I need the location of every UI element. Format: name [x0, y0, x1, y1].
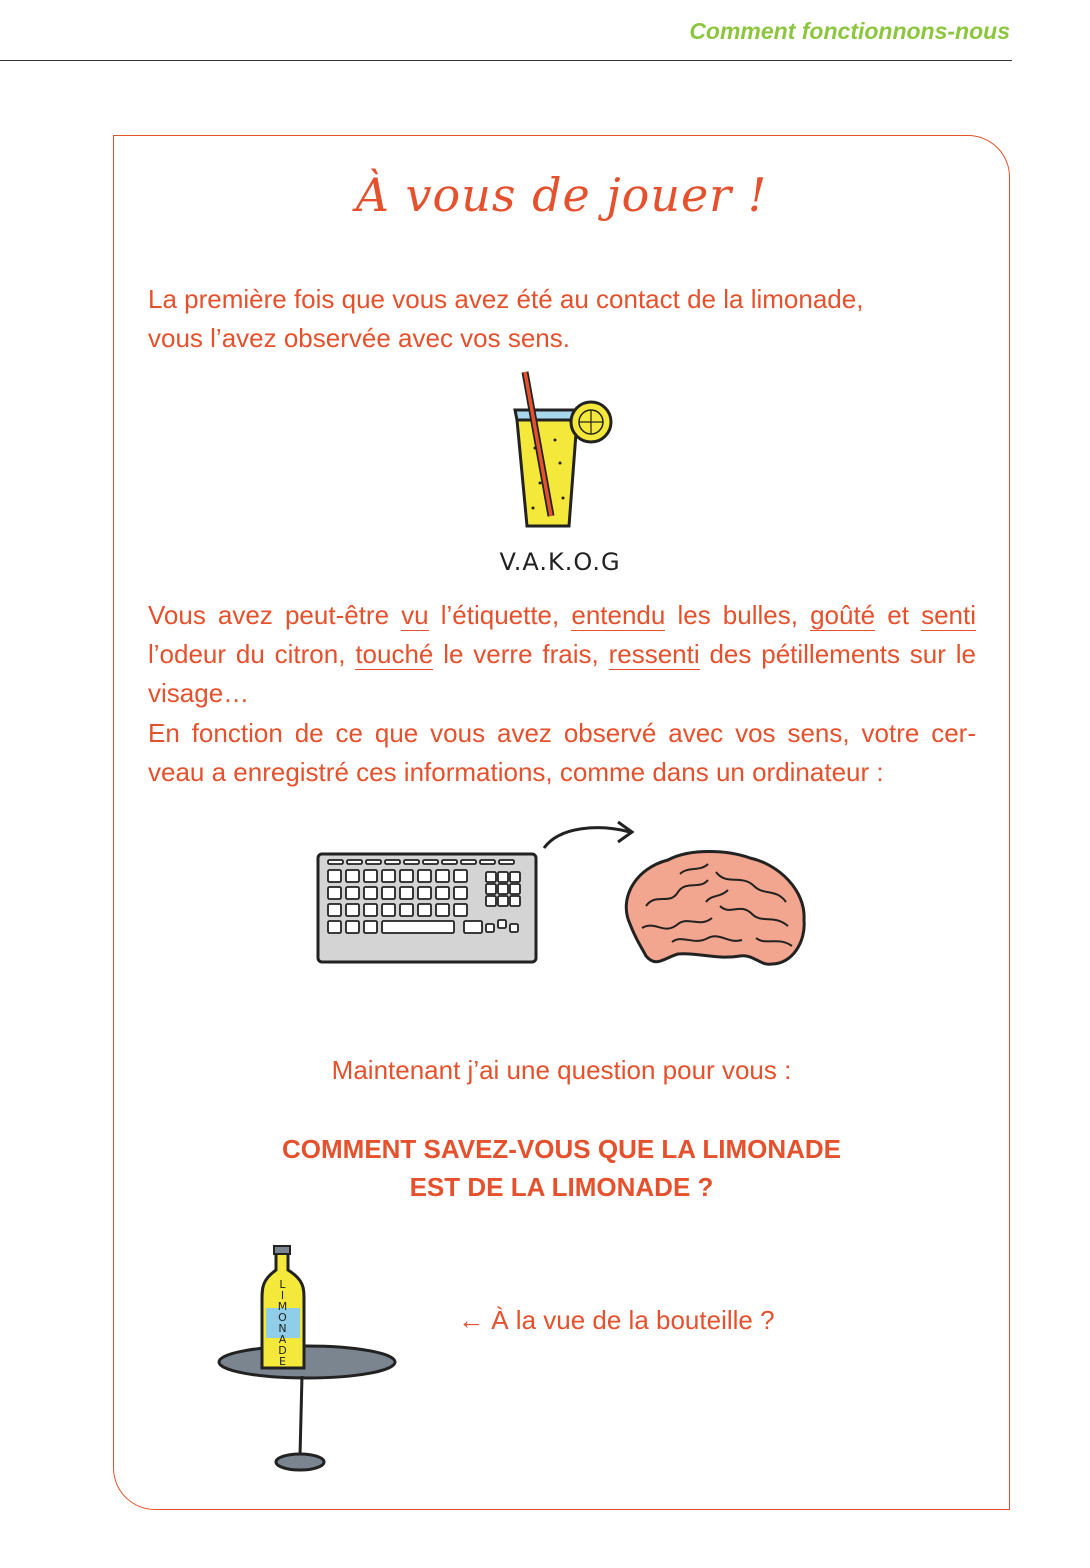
brain-illustration [616, 846, 812, 970]
vakog-label: V.A.K.O.G [499, 548, 621, 576]
keyboard-key [382, 904, 395, 916]
keyboard-key [418, 904, 431, 916]
senses-paragraph [148, 596, 976, 713]
keyboard-key [364, 870, 377, 882]
keyboard-key [454, 887, 467, 899]
keyboard-key [346, 870, 359, 882]
keyboard-key [436, 904, 449, 916]
keyboard-key [480, 860, 495, 864]
senses-text-2: l’étiquette, [428, 600, 572, 630]
keyboard-key [400, 870, 413, 882]
keyboard-key [442, 860, 457, 864]
sense-goute: goûté [810, 600, 876, 630]
sense-touche: touché [355, 639, 434, 669]
keyboard-key [382, 887, 395, 899]
intro-paragraph [148, 280, 976, 358]
senses-text-3: les bulles, [665, 600, 811, 630]
intro-line-2: vous l’avez observée avec vos sens. [148, 323, 570, 353]
keyboard-key [364, 921, 377, 933]
keyboard-key [382, 870, 395, 882]
keyboard-key [464, 921, 482, 933]
keyboard-key [499, 860, 514, 864]
intro-line-1: La première fois que vous avez été au contact de la limonade, [148, 284, 864, 314]
bottle-label-text: L I M O N A D E [277, 1278, 289, 1368]
sense-entendu: entendu [571, 600, 666, 630]
keyboard-key [498, 884, 508, 894]
keyboard-key [423, 860, 438, 864]
sense-vu: vu [401, 600, 429, 630]
main-question [113, 1130, 1010, 1206]
keyboard-key [498, 896, 508, 906]
keyboard-key [498, 872, 508, 882]
left-arrow-icon: ← [458, 1305, 484, 1335]
senses-text-5: l’odeur du citron, [148, 639, 356, 669]
bottle-on-table-illustration [212, 1244, 402, 1476]
keyboard-key [498, 920, 506, 928]
keyboard-key [436, 887, 449, 899]
keyboard-key [328, 904, 341, 916]
keyboard-key [400, 887, 413, 899]
keyboard-key [328, 887, 341, 899]
keyboard-key [510, 924, 518, 932]
keyboard-key [364, 904, 377, 916]
keyboard-key [328, 860, 343, 864]
question-line-2: EST DE LA LIMONADE ? [409, 1172, 714, 1202]
keyboard-key [366, 860, 381, 864]
keyboard-key [328, 921, 341, 933]
keyboard-key [454, 904, 467, 916]
sense-senti: senti [921, 600, 976, 630]
senses-text-4: et [875, 600, 922, 630]
keyboard-key [382, 921, 454, 933]
keyboard-key [486, 884, 496, 894]
brain-paragraph: En fonction de ce que vous avez observé avec vos sens, votre cer-veau a enregistré ces informations, comme dans un ordinateur : [148, 718, 976, 787]
keyboard-key [486, 924, 494, 932]
keyboard-key [385, 860, 400, 864]
box-title: À vous de jouer ! [355, 168, 768, 222]
bottle-caption [458, 1305, 775, 1336]
keyboard-key [418, 870, 431, 882]
keyboard-key [486, 872, 496, 882]
keyboard-key [461, 860, 476, 864]
keyboard-key [454, 870, 467, 882]
keyboard-key [328, 870, 341, 882]
lemonade-glass-illustration [505, 368, 625, 538]
keyboard-key [346, 887, 359, 899]
keyboard-key [436, 870, 449, 882]
sense-ressenti: ressenti [608, 639, 700, 669]
question-prompt: Maintenant j’ai une question pour vous : [331, 1055, 792, 1085]
senses-text-7: des pétillements sur le visage… [148, 639, 976, 708]
keyboard-key [404, 860, 419, 864]
keyboard-key [510, 884, 520, 894]
keyboard-key [510, 872, 520, 882]
keyboard-key [418, 887, 431, 899]
keyboard-key [510, 896, 520, 906]
running-header: Comment fonctionnons-nous [689, 18, 1010, 44]
keyboard-key [400, 904, 413, 916]
keyboard-key [346, 921, 359, 933]
keyboard-illustration [316, 850, 540, 966]
senses-text-6: le verre frais, [433, 639, 609, 669]
keyboard-key [364, 887, 377, 899]
question-line-1: COMMENT SAVEZ-VOUS QUE LA LIMONADE [282, 1134, 841, 1164]
header-rule [0, 60, 1012, 61]
caption-text: À la vue de la bouteille ? [491, 1305, 775, 1335]
keyboard-key [347, 860, 362, 864]
senses-text-1: Vous avez peut-être [148, 600, 402, 630]
keyboard-key [486, 896, 496, 906]
keyboard-key [346, 904, 359, 916]
